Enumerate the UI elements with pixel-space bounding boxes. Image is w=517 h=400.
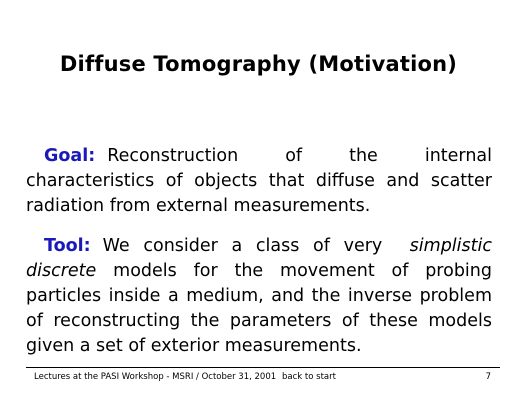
slide-title: Diffuse Tomography (Motivation)	[59, 52, 458, 76]
tool-paragraph	[26, 234, 492, 359]
page-number: 7	[485, 372, 491, 382]
goal-label: Goal:	[44, 146, 96, 166]
footer-divider	[26, 367, 500, 368]
footer-source: Lectures at the PASI Workshop - MSRI / October 31, 2001	[34, 372, 277, 382]
tool-text-after: models for the movement of probing particles inside a medium, and the inverse problem of reconstructing the parameters of these models given a set of exterior measurements.	[26, 261, 492, 356]
goal-text: Reconstruction of the internal characteristics of objects that diffuse and scatter radiation from external measurements.	[26, 146, 492, 216]
back-to-start-link[interactable]: back to start	[282, 372, 336, 382]
goal-paragraph	[26, 144, 492, 219]
tool-text-before: We consider a class of very	[102, 236, 383, 256]
tool-emphasis: simplistic discrete	[26, 236, 492, 281]
tool-label: Tool:	[44, 236, 91, 256]
